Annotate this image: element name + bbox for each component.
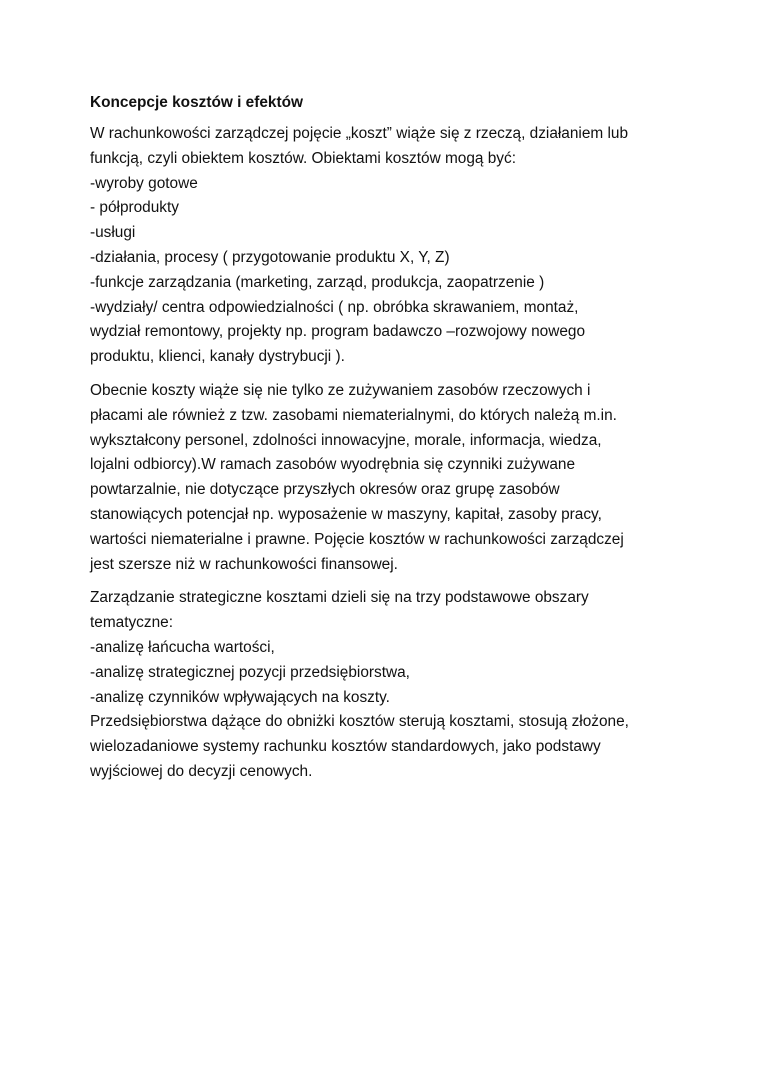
text-line: Zarządzanie strategiczne kosztami dzieli się na trzy podstawowe obszary [90, 589, 589, 607]
document-page [90, 94, 690, 794]
text-line: W rachunkowości zarządczej pojęcie „koszt” wiąże się z rzeczą, działaniem lub [90, 125, 629, 142]
paragraph [90, 586, 690, 784]
text-line: -analizę czynników wpływających na koszty. [90, 688, 390, 706]
paragraph [90, 122, 690, 370]
text-line: Obecnie koszty wiąże się nie tylko ze zużywaniem zasobów rzeczowych i [90, 381, 591, 399]
text-line: -wydziały/ centra odpowiedzialności ( np. obróbka skrawaniem, montaż, [90, 298, 579, 316]
text-line: wyjściowej do decyzji cenowych. [90, 762, 313, 780]
paragraph [90, 379, 690, 577]
document-body [90, 122, 690, 785]
text-line: wartości niematerialne i prawne. Pojęcie kosztów w rachunkowości zarządczej [90, 530, 624, 548]
text-line: jest szersze niż w rachunkowości finansowej. [90, 555, 398, 573]
text-line: -analizę łańcucha wartości, [90, 638, 275, 656]
document-title: Koncepcje kosztów i efektów [90, 94, 303, 111]
text-line: -usługi [90, 224, 136, 242]
text-line: funkcją, czyli obiektem kosztów. Obiektami kosztów mogą być: [90, 149, 516, 167]
text-line: wydział remontowy, projekty np. program badawczo –rozwojowy nowego [90, 323, 586, 341]
text-line: Przedsiębiorstwa dążące do obniżki kosztów sterują kosztami, stosują złożone, [90, 713, 629, 731]
text-line: tematyczne: [90, 614, 173, 632]
text-line: wykształcony personel, zdolności innowacyjne, morale, informacja, wiedza, [90, 431, 602, 449]
text-line: -działania, procesy ( przygotowanie produktu X, Y, Z) [90, 248, 450, 266]
text-line: -wyroby gotowe [90, 174, 198, 192]
text-line: stanowiących potencjał np. wyposażenie w maszyny, kapitał, zasoby pracy, [90, 505, 602, 523]
text-line: - półprodukty [90, 199, 179, 217]
text-line: płacami ale również z tzw. zasobami niematerialnymi, do których należą m.in. [90, 406, 617, 424]
text-line: produktu, klienci, kanały dystrybucji ). [90, 348, 345, 366]
text-line: wielozadaniowe systemy rachunku kosztów standardowych, jako podstawy [90, 738, 601, 756]
text-line: lojalni odbiorcy).W ramach zasobów wyodrębnia się czynniki zużywane [90, 456, 576, 474]
text-line: powtarzalnie, nie dotyczące przyszłych okresów oraz grupę zasobów [90, 481, 560, 499]
text-line: -analizę strategicznej pozycji przedsiębiorstwa, [90, 663, 410, 681]
text-line: -funkcje zarządzania (marketing, zarząd, produkcja, zaopatrzenie ) [90, 273, 545, 291]
